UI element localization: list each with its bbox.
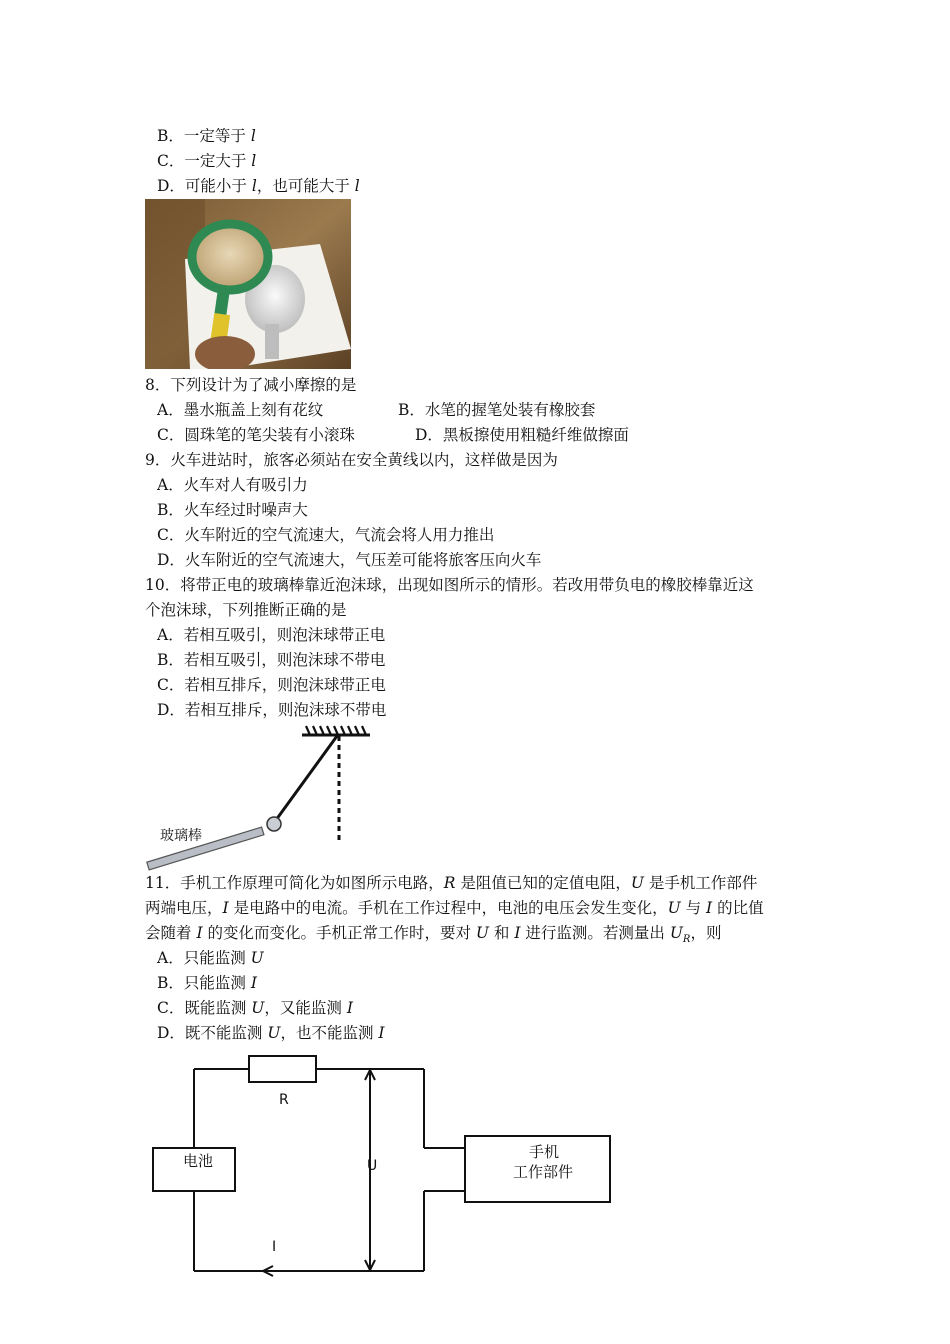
q9-option-c: C．火车附近的空气流速大，气流会将人用力推出 bbox=[157, 526, 495, 544]
q10-option-d: D．若相互排斥，则泡沫球不带电 bbox=[157, 701, 387, 719]
thread bbox=[276, 736, 337, 820]
q11-option-b: B．只能监测 I bbox=[157, 974, 257, 992]
q11-option-d: D．既不能监测 U，也不能监测 I bbox=[157, 1024, 385, 1042]
glass-rod-label: 玻璃棒 bbox=[160, 828, 202, 844]
phone-label-line1: 手机 bbox=[529, 1143, 560, 1161]
foam-ball bbox=[267, 817, 281, 831]
q7-option-d: D．可能小于 l，也可能大于 l bbox=[157, 177, 360, 195]
q11-option-a: A．只能监测 U bbox=[157, 949, 264, 967]
q11-stem-line1: 11．手机工作原理可简化为如图所示电路，R 是阻值已知的定值电阻，U 是手机工作部件 bbox=[145, 874, 758, 892]
q10-figure bbox=[140, 722, 380, 872]
resistor-label: R bbox=[279, 1092, 289, 1108]
q11-option-c: C．既能监测 U，又能监测 I bbox=[157, 999, 353, 1017]
q8-stem: 8．下列设计为了减小摩擦的是 bbox=[145, 376, 357, 394]
magnifier-photo bbox=[145, 199, 351, 369]
q8-option-d: D．黑板擦使用粗糙纤维做擦面 bbox=[415, 426, 629, 444]
current-label: I bbox=[272, 1239, 277, 1255]
q9-option-d: D．火车附近的空气流速大，气压差可能将旅客压向火车 bbox=[157, 551, 542, 569]
q8-option-c: C．圆珠笔的笔尖装有小滚珠 bbox=[157, 426, 355, 444]
battery-label: 电池 bbox=[183, 1152, 214, 1170]
q9-option-b: B．火车经过时噪声大 bbox=[157, 501, 308, 519]
q9-option-a: A．火车对人有吸引力 bbox=[157, 476, 308, 494]
q10-option-a: A．若相互吸引，则泡沫球带正电 bbox=[157, 626, 386, 644]
ceiling-support bbox=[302, 726, 370, 735]
q10-option-b: B．若相互吸引，则泡沫球不带电 bbox=[157, 651, 386, 669]
q8-option-b: B．水笔的握笔处装有橡胶套 bbox=[398, 401, 596, 419]
q10-stem-line2: 个泡沫球，下列推断正确的是 bbox=[145, 601, 347, 619]
circuit-diagram bbox=[145, 1050, 625, 1280]
q11-stem-line2: 两端电压，I 是电路中的电流。手机在工作过程中，电池的电压会发生变化，U 与 I 的比值 bbox=[145, 899, 764, 917]
q10-stem-line1: 10．将带正电的玻璃棒靠近泡沫球，出现如图所示的情形。若改用带负电的橡胶棒靠近这 bbox=[145, 576, 754, 594]
q10-option-c: C．若相互排斥，则泡沫球带正电 bbox=[157, 676, 386, 694]
phone-label-line2: 工作部件 bbox=[513, 1163, 574, 1181]
resistor-r bbox=[249, 1056, 316, 1082]
voltage-label: U bbox=[367, 1158, 378, 1174]
q11-stem-line3: 会随着 I 的变化而变化。手机正常工作时，要对 U 和 I 进行监测。若测量出 $U_R$，则 bbox=[145, 924, 722, 946]
q7-option-c: C．一定大于 l bbox=[157, 152, 257, 170]
q8-option-a: A．墨水瓶盖上刻有花纹 bbox=[157, 401, 324, 419]
q7-option-b: B．一定等于 l bbox=[157, 127, 256, 145]
q9-stem: 9．火车进站时，旅客必须站在安全黄线以内，这样做是因为 bbox=[145, 451, 558, 469]
